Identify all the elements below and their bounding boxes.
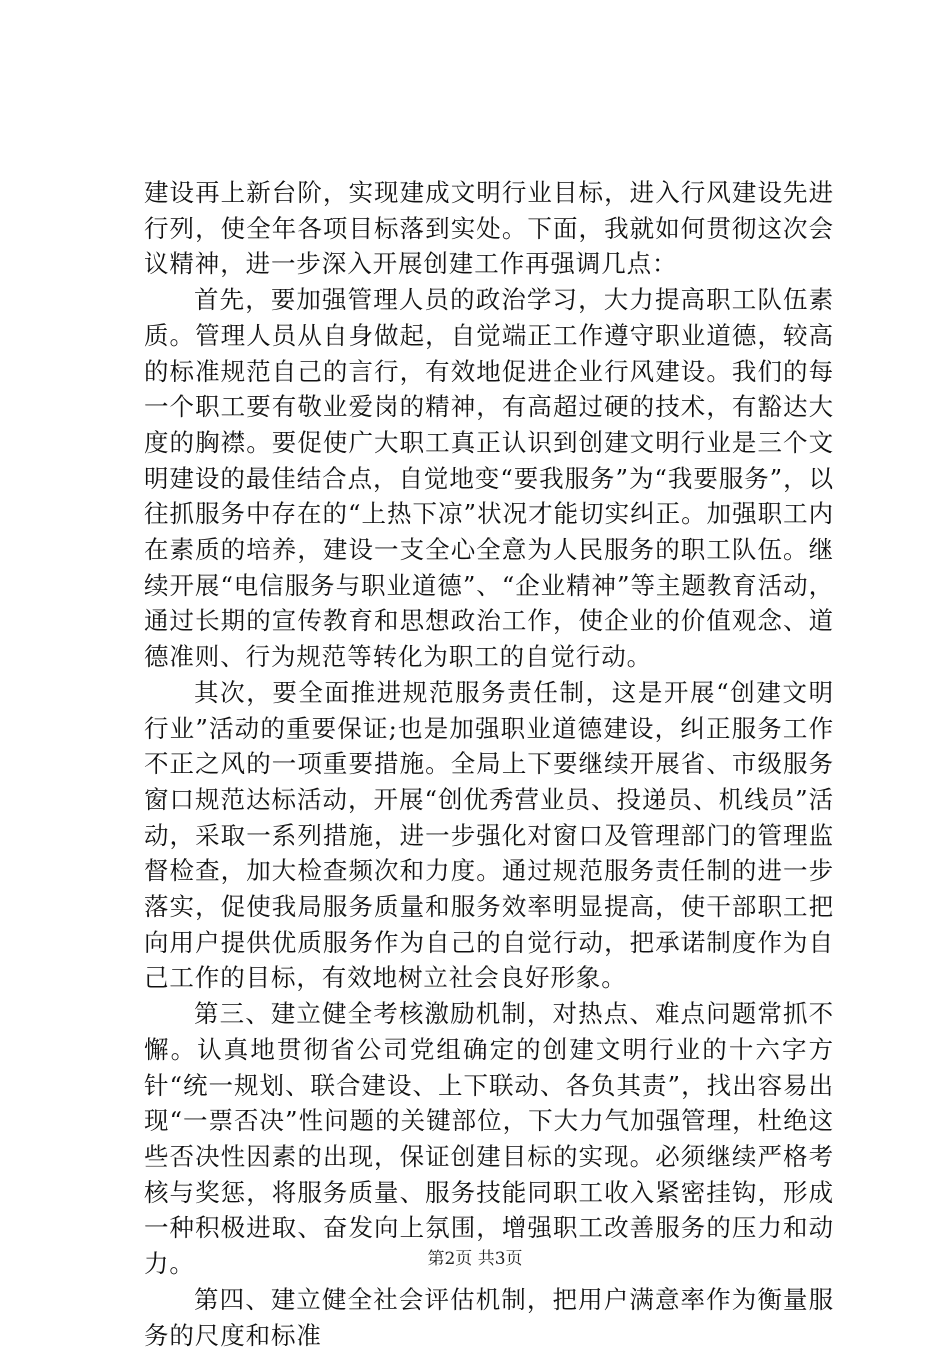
paragraph-first-point: 首先，要加强管理人员的政治学习，大力提高职工队伍素质。管理人员从自身做起，自觉端正工作遵守职业道德，较高的标准规范自己的言行，有效地促进企业行风建设。我们的每一个职工要有敬业爱岗的精神，有高超过硬的技术，有豁达大度的胸襟。要促使广大职工真正认识到创建文明行业是三个文明建设的最佳结合点，自觉地变“要我服务”为“我要服务”，以往抓服务中存在的“上热下凉”状况才能切实纠正。加强职工内在素质的培养，建设一支全心全意为人民服务的职工队伍。继续开展“电信服务与职业道德”、“企业精神”等主题教育活动，通过长期的宣传教育和思想政治工作，使企业的价值观念、道德准则、行为规范等转化为职工的自觉行动。 (144, 285, 834, 672)
page-number-footer: 第2页 共3页 (427, 1249, 523, 1269)
paragraph-third-point: 第三、建立健全考核激励机制，对热点、难点问题常抓不懈。认真地贯彻省公司党组确定的创建文明行业的十六字方针“统一规划、联合建设、上下联动、各负其责”，找出容易出现“一票否决”性问题的关键部位，下大力气加强管理，杜绝这些否决性因素的出现，保证创建目标的实现。必须继续严格考核与奖惩，将服务质量、服务技能同职工收入紧密挂钩，形成一种积极进取、奋发向上氛围，增强职工改善服务的压力和动力。 (144, 999, 834, 1279)
paragraph-intro: 建设再上新台阶，实现建成文明行业目标，进入行风建设先进行列，使全年各项目标落到实处。下面，我就如何贯彻这次会议精神，进一步深入开展创建工作再强调几点： (144, 178, 834, 279)
paragraph-fourth-point: 第四、建立健全社会评估机制，把用户满意率作为衡量服务的尺度和标准 (144, 1284, 834, 1350)
document-body (144, 175, 834, 1353)
paragraph-second-point: 其次，要全面推进规范服务责任制，这是开展“创建文明行业”活动的重要保证;也是加强职业道德建设，纠正服务工作不正之风的一项重要措施。全局上下要继续开展省、市级服务窗口规范达标活动，开展“创优秀营业员、投递员、机线员”活动，采取一系列措施，进一步强化对窗口及管理部门的管理监督检查，加大检查频次和力度。通过规范服务责任制的进一步落实，促使我局服务质量和服务效率明显提高，使干部职工把向用户提供优质服务作为自己的自觉行动，把承诺制度作为自己工作的目标，有效地树立社会良好形象。 (144, 677, 834, 993)
